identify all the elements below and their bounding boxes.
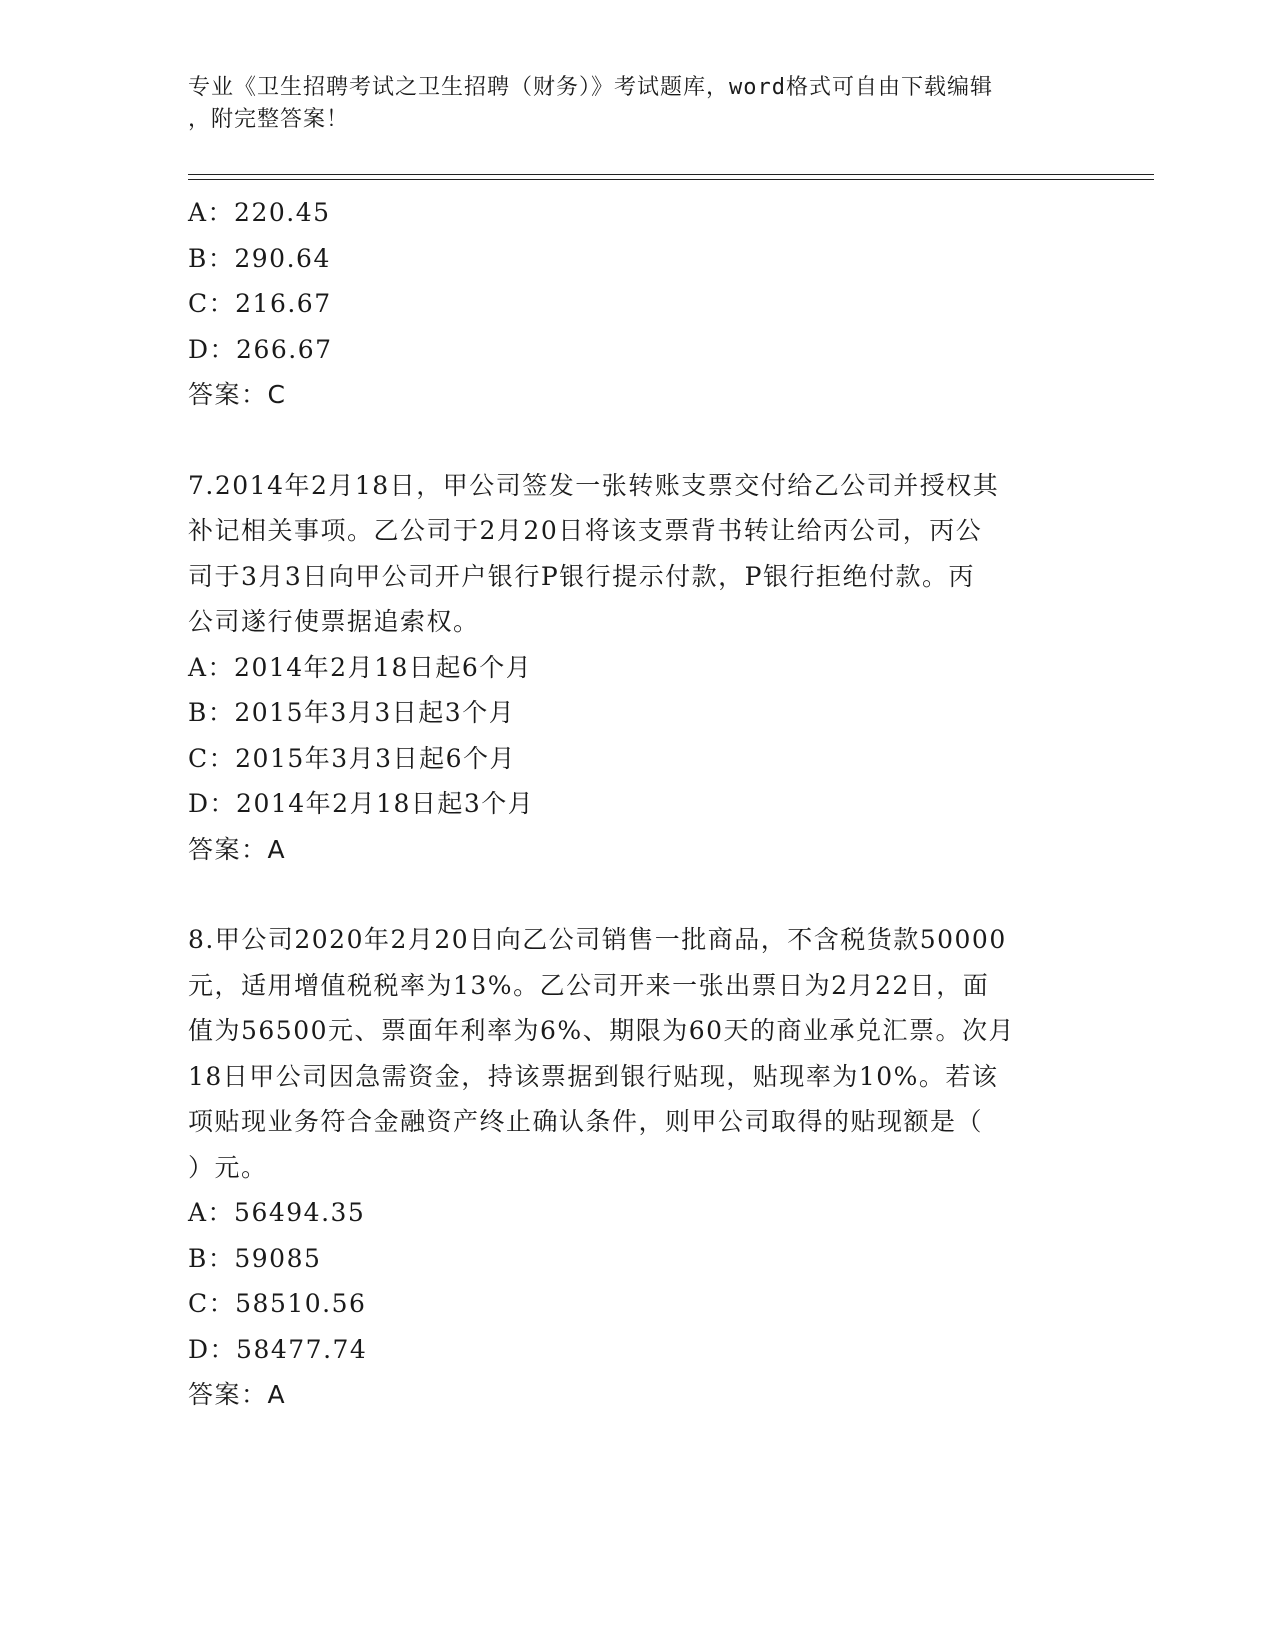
question-7-stem-line: 7.2014年2月18日，甲公司签发一张转账支票交付给乙公司并授权其 (188, 470, 1000, 500)
question-6-option-a: A：220.45 (188, 198, 331, 227)
question-8-stem-line: ）元。 (188, 1152, 268, 1182)
question-8-stem-line: 8.甲公司2020年2月20日向乙公司销售一批商品，不含税货款50000 (188, 925, 1007, 954)
question-6-answer: 答案：C (188, 380, 287, 409)
question-7-stem-line: 公司遂行使票据追索权。 (188, 607, 480, 636)
question-7-stem (188, 463, 1088, 645)
question-7-option-a: A：2014年2月18日起6个月 (188, 652, 533, 682)
question-6-options (188, 190, 1088, 372)
header-rule-bottom (188, 179, 1154, 180)
question-8-stem-line: 元，适用增值税税率为13%。乙公司开来一张出票日为2月22日，面 (188, 970, 990, 1000)
question-8-stem-line: 值为56500元、票面年利率为6%、期限为60天的商业承兑汇票。次月 (188, 1016, 1016, 1045)
question-8-option-c: C：58510.56 (188, 1289, 367, 1318)
question-8-stem (188, 917, 1088, 1190)
document-header (188, 72, 1068, 136)
question-7-stem-line: 司于3月3日向甲公司开户银行P银行提示付款，P银行拒绝付款。丙 (188, 561, 975, 591)
question-8-option-b: B：59085 (188, 1243, 322, 1273)
question-6-option-d: D：266.67 (188, 334, 333, 364)
question-spacer (188, 418, 1088, 463)
header-title-line-2: ，附完整答案！ (188, 107, 350, 132)
question-6-option-b: B：290.64 (188, 243, 331, 273)
header-rule-top (188, 174, 1154, 175)
question-7-option-c: C：2015年3月3日起6个月 (188, 743, 516, 773)
question-6-option-c: C：216.67 (188, 289, 332, 318)
question-8-option-d: D：58477.74 (188, 1334, 368, 1364)
question-7-option-d: D：2014年2月18日起3个月 (188, 789, 535, 818)
question-8-option-a: A：56494.35 (188, 1198, 366, 1227)
question-8-options (188, 1190, 1088, 1372)
question-spacer (188, 872, 1088, 917)
header-title-line-1: 专业《卫生招聘考试之卫生招聘（财务）》考试题库，word格式可自由下载编辑 (188, 75, 993, 100)
question-8-stem-line: 项贴现业务符合金融资产终止确认条件，则甲公司取得的贴现额是（ (188, 1107, 984, 1136)
question-7-stem-line: 补记相关事项。乙公司于2月20日将该支票背书转让给丙公司，丙公 (188, 516, 983, 545)
question-body (188, 190, 1088, 1418)
question-8-stem-line: 18日甲公司因急需资金，持该票据到银行贴现，贴现率为10%。若该 (188, 1061, 999, 1091)
question-8-answer: 答案：A (188, 1380, 287, 1409)
question-7-option-b: B：2015年3月3日起3个月 (188, 698, 516, 727)
question-7-answer: 答案：A (188, 834, 287, 864)
question-7-options (188, 645, 1088, 827)
